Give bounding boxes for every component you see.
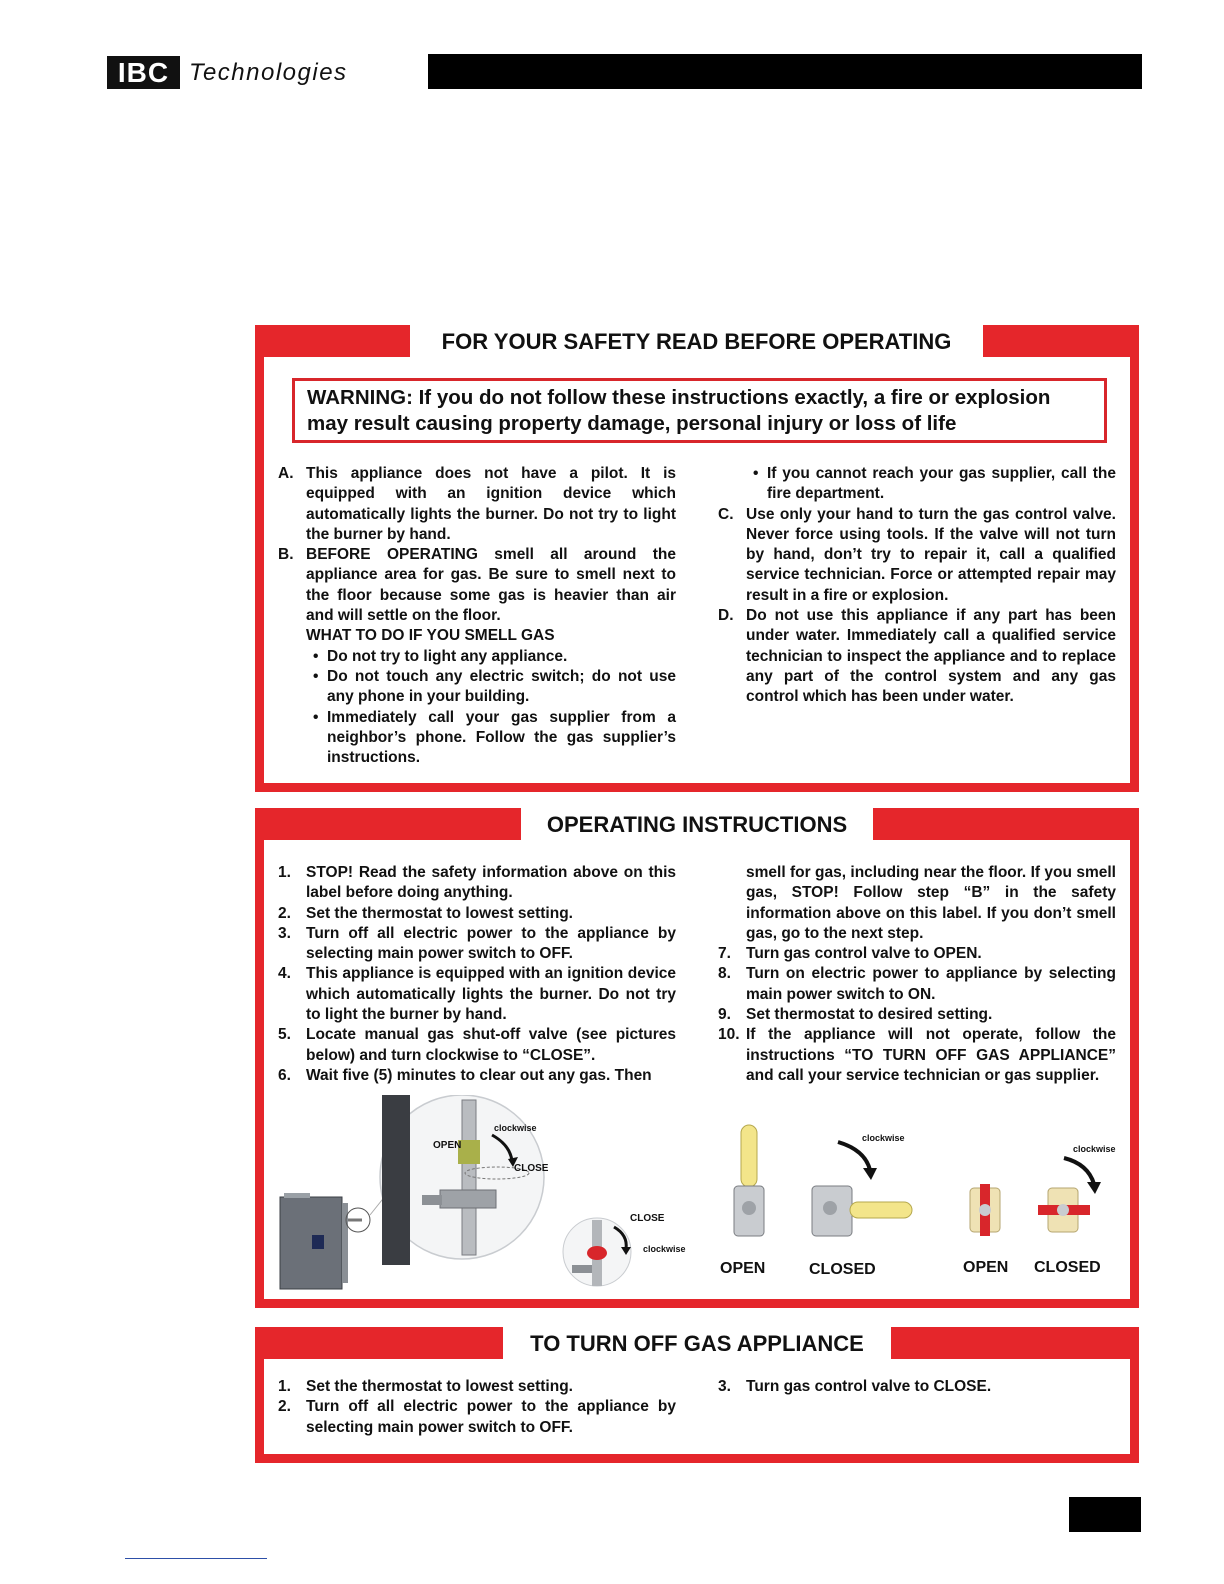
bullet-text: Immediately call your gas supplier from a neighbor’s phone. Follow the gas supplier’s instructions.	[327, 708, 676, 767]
item-text: Use only your hand to turn the gas control valve. Never force using tools. If the valve will not turn by hand, don’t try to repair it, call a qualified service technician. Force or attempted repair may result in a fire or explosion.	[746, 505, 1116, 604]
valve-positions-illustration	[720, 1120, 1120, 1250]
operating-step-4	[278, 964, 676, 1025]
smell-bullet-1	[278, 647, 676, 667]
step-text: Locate manual gas shut-off valve (see pictures below) and turn clockwise to “CLOSE”.	[306, 1026, 676, 1064]
step-text: Turn gas control valve to CLOSE.	[746, 1378, 992, 1395]
turnoff-right-column	[718, 1377, 1116, 1397]
valve-closed-label-1: CLOSED	[809, 1261, 876, 1278]
step-number: 3.	[278, 924, 291, 942]
item-marker: A.	[278, 465, 294, 482]
safety-title: FOR YOUR SAFETY READ BEFORE OPERATING	[410, 325, 983, 359]
step-number: 8.	[718, 965, 731, 983]
bullet-icon: •	[313, 708, 319, 726]
ball-valve-closed-icon	[1038, 1158, 1101, 1232]
safety-left-column	[278, 464, 676, 768]
valve-open-label-1: OPEN	[720, 1260, 766, 1277]
step-number: 6.	[278, 1066, 291, 1084]
safety-item-d	[718, 606, 1116, 707]
item-marker: C.	[718, 505, 734, 523]
item-text: This appliance does not have a pilot. It is equipped with an ignition device which automatically lights the burner. Do not try to light the burner by hand.	[306, 465, 676, 543]
step-number: 10.	[718, 1026, 740, 1044]
operating-step-3	[278, 924, 676, 965]
bullet-text: Do not try to light any appliance.	[327, 647, 568, 665]
step-text: Turn gas control valve to OPEN.	[746, 945, 982, 963]
operating-step-5	[278, 1025, 676, 1066]
company-logo-mark: IBC	[107, 56, 180, 89]
smell-gas-heading: WHAT TO DO IF YOU SMELL GAS	[306, 627, 555, 645]
bullet-text: If you cannot reach your gas supplier, call the fire department.	[767, 465, 1116, 503]
warning-label: WARNING:	[307, 386, 413, 409]
bullet-icon: •	[313, 647, 319, 665]
footer-link-line	[125, 1558, 267, 1559]
operating-step-10	[718, 1025, 1116, 1086]
step-text: Set thermostat to desired setting.	[746, 1006, 993, 1024]
warning-box	[292, 378, 1107, 443]
figure-small-clockwise-label: clockwise	[643, 1244, 686, 1254]
figure-open-label: OPEN	[433, 1140, 462, 1151]
turnoff-title: TO TURN OFF GAS APPLIANCE	[503, 1327, 891, 1361]
bullet-text: Do not touch any electric switch; do not use any phone in your building.	[327, 667, 676, 706]
safety-item-b	[278, 545, 676, 626]
step-number: 9.	[718, 1006, 731, 1024]
step-text: Turn off all electric power to the appliance by selecting main power switch to OFF.	[306, 924, 676, 963]
operating-step-9	[718, 1005, 1116, 1025]
turnoff-step-1	[278, 1377, 676, 1397]
page-number-box	[1069, 1497, 1141, 1532]
figure-close-label: CLOSE	[514, 1163, 549, 1174]
step-number: 3.	[718, 1378, 731, 1395]
bullet-icon: •	[753, 465, 759, 482]
lever-valve-closed-icon	[812, 1142, 912, 1236]
figure-clockwise-label: clockwise	[494, 1123, 537, 1133]
step-number: 1.	[278, 1378, 291, 1395]
step-text: Turn off all electric power to the appliance by selecting main power switch to OFF.	[306, 1398, 676, 1436]
shutoff-valve-illustration	[272, 1095, 712, 1295]
item-text: BEFORE OPERATING smell all around the appliance area for gas. Be sure to smell next to the floor because some gas is heavier than air and will settle on the floor.	[306, 546, 676, 625]
step-text: smell for gas, including near the floor. If you smell gas, STOP! Follow step “B” in the safety information above on this label. If you don’t smell gas, go to the next step.	[746, 864, 1116, 942]
item-marker: D.	[718, 607, 734, 625]
step-text: Turn on electric power to appliance by selecting main power switch to ON.	[746, 965, 1116, 1003]
operating-step-8	[718, 964, 1116, 1005]
step-text: Set the thermostat to lowest setting.	[306, 904, 573, 922]
smell-bullet-4	[718, 464, 1116, 505]
operating-step-6	[278, 1066, 676, 1086]
operating-step-7	[718, 944, 1116, 964]
step-text: This appliance is equipped with an ignition device which automatically lights the burner. Do not try to light the burner by hand.	[306, 965, 676, 1024]
step-text: Set the thermostat to lowest setting.	[306, 1378, 573, 1395]
operating-step-1	[278, 863, 676, 904]
item-marker: B.	[278, 546, 294, 564]
step-text: Wait five (5) minutes to clear out any gas. Then	[306, 1066, 652, 1084]
appliance-icon	[280, 1197, 342, 1289]
smell-bullet-2	[278, 667, 676, 708]
operating-step-6-continued	[718, 863, 1116, 944]
warning-text: If you do not follow these instructions exactly, a fire or explosion may result causing property damage, personal injury or loss of life	[307, 386, 1051, 435]
valve-clockwise-label-1: clockwise	[862, 1133, 905, 1143]
lever-valve-open-icon	[734, 1125, 764, 1236]
safety-item-a	[278, 464, 676, 545]
operating-title: OPERATING INSTRUCTIONS	[521, 808, 873, 842]
ball-valve-open-icon	[970, 1184, 1000, 1236]
smell-bullet-3	[278, 708, 676, 769]
operating-right-column	[718, 863, 1116, 1086]
safety-item-c	[718, 505, 1116, 606]
header-bar	[428, 54, 1142, 89]
step-number: 4.	[278, 965, 291, 983]
company-logo-name: Technologies	[189, 59, 348, 86]
figure-small-close-label: CLOSE	[630, 1213, 665, 1224]
step-number: 2.	[278, 904, 291, 922]
valve-clockwise-label-2: clockwise	[1073, 1144, 1116, 1154]
step-number: 2.	[278, 1398, 291, 1416]
valve-open-label-2: OPEN	[963, 1259, 1009, 1276]
item-text: Do not use this appliance if any part has been under water. Immediately call a qualified service technician to inspect the appliance and to replace any part of the control system and any gas control which has been under water.	[746, 607, 1116, 706]
step-number: 1.	[278, 864, 291, 881]
turnoff-left-column	[278, 1377, 676, 1438]
step-number: 5.	[278, 1026, 291, 1044]
step-text: If the appliance will not operate, follow the instructions “TO TURN OFF GAS APPLIANCE” and call your service technician or gas supplier.	[746, 1026, 1116, 1084]
step-number: 7.	[718, 945, 731, 963]
safety-right-column	[718, 464, 1116, 708]
operating-left-column	[278, 863, 676, 1086]
operating-step-2	[278, 904, 676, 924]
turnoff-step-2	[278, 1397, 676, 1438]
bullet-icon: •	[313, 667, 319, 685]
valve-closed-label-2: CLOSED	[1034, 1259, 1101, 1276]
turnoff-step-3	[718, 1377, 1116, 1397]
step-text: STOP! Read the safety information above on this label before doing anything.	[306, 864, 676, 902]
